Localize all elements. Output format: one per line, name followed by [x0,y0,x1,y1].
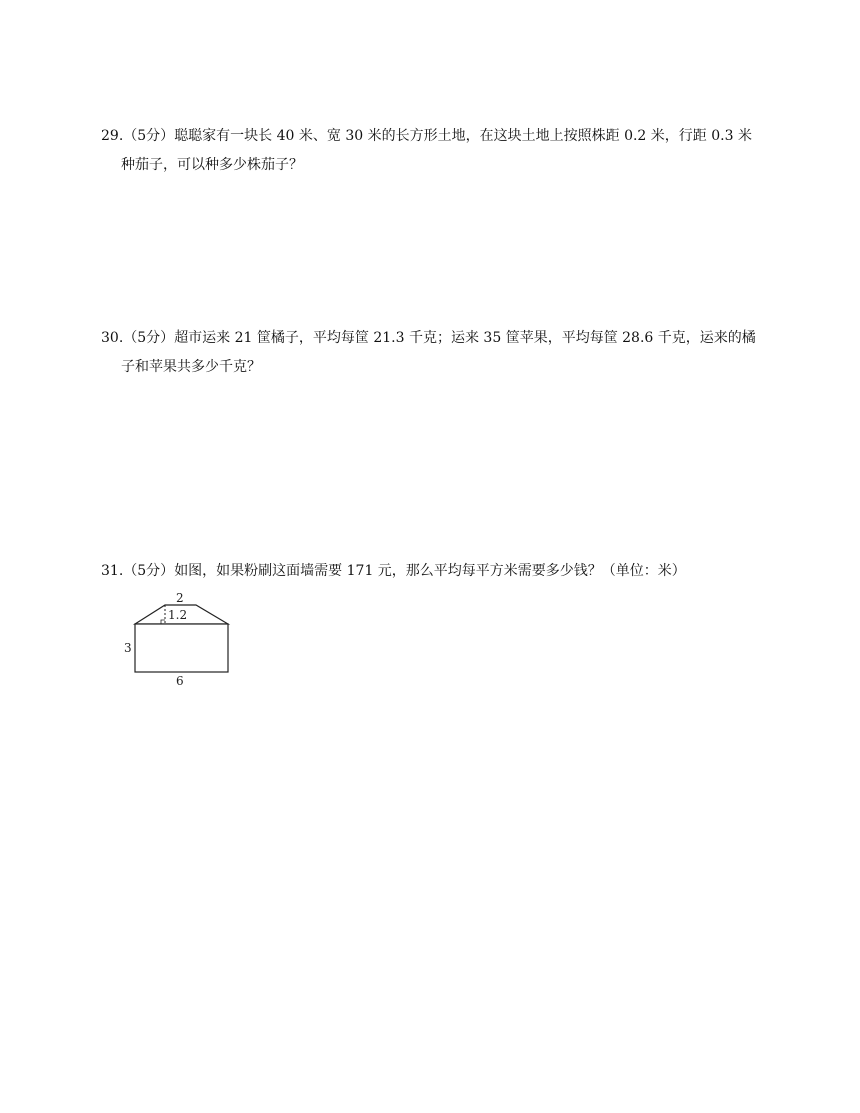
question-score: （5分） [123,330,175,346]
wall-diagram [118,588,248,688]
question-31-line1 [101,557,761,586]
question-text: 聪聪家有一块长 40 米、宽 30 米的长方形土地，在这块土地上按照株距 0.2 米，行距 0.3 米 [174,128,752,144]
height-label: 1.2 [168,608,188,622]
top-length-label: 2 [176,591,184,605]
question-31 [101,557,761,586]
question-score: （5分） [123,563,175,579]
wall-figure [118,588,248,688]
question-29 [101,122,761,180]
question-score: （5分） [123,128,175,144]
question-text: 超市运来 21 筐橘子，平均每筐 21.3 千克；运来 35 筐苹果，平均每筐 28.6 千克，运来的橘 [174,330,756,346]
question-text: 如图，如果粉刷这面墙需要 171 元，那么平均每平方米需要多少钱？（单位：米） [174,563,686,579]
question-number: 31. [101,563,124,579]
bottom-length-label: 6 [176,674,184,688]
question-29-line1 [101,122,761,151]
question-number: 30. [101,330,124,346]
side-length-label: 3 [124,641,132,655]
question-29-line2: 种茄子，可以种多少株茄子？ [121,157,303,173]
question-30-line1 [101,324,761,353]
rectangle-shape [135,624,228,672]
question-number: 29. [101,128,124,144]
question-30 [101,324,761,382]
question-30-line2: 子和苹果共多少千克？ [121,359,261,375]
